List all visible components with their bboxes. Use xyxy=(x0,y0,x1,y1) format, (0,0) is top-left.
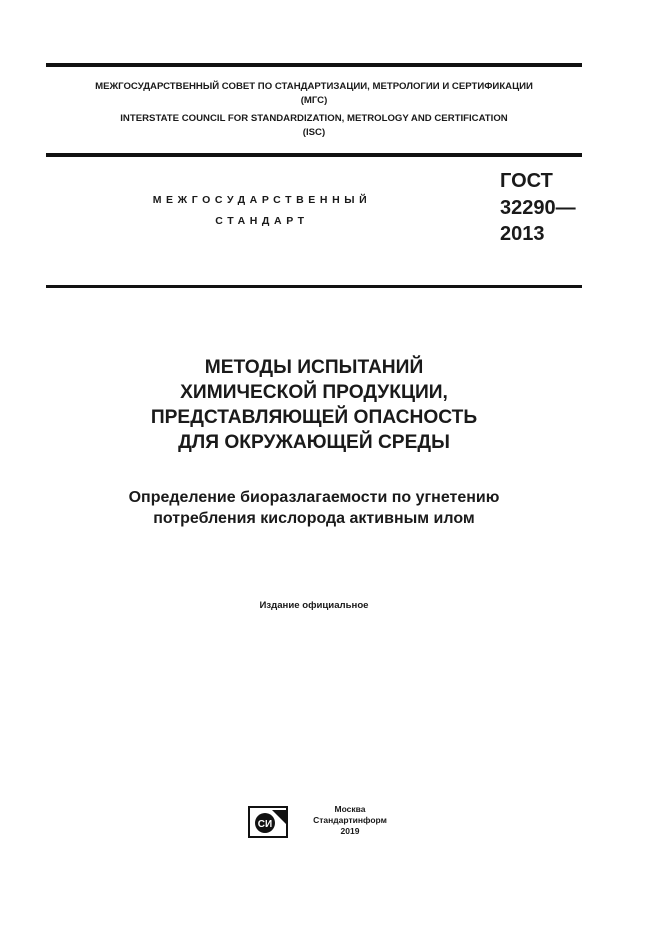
standard-type-line1: МЕЖГОСУДАРСТВЕННЫЙ xyxy=(152,194,372,206)
council-header xyxy=(46,80,582,139)
subtitle-line: Определение биоразлагаемости по угнетению xyxy=(128,489,500,506)
publisher-city: Москва xyxy=(334,804,366,814)
standard-designation xyxy=(500,168,576,248)
publisher-name: Стандартинформ xyxy=(313,815,387,826)
designation-bottom-rule xyxy=(46,285,582,288)
logo-letters: СИ xyxy=(257,819,273,830)
title-line: ДЛЯ ОКРУЖАЮЩЕЙ СРЕДЫ xyxy=(178,432,450,453)
council-name-en: INTERSTATE COUNCIL FOR STANDARDIZATION, METROLOGY AND CERTIFICATION xyxy=(120,113,508,124)
title-line: ПРЕДСТАВЛЯЮЩЕЙ ОПАСНОСТЬ xyxy=(150,407,478,428)
edition-note: Издание официальное xyxy=(259,600,369,611)
gost-year: 2013 xyxy=(500,223,545,245)
subtitle-line: потребления кислорода активным илом xyxy=(153,510,475,527)
header-bottom-rule xyxy=(46,153,582,157)
publisher-year: 2019 xyxy=(340,826,360,837)
publisher-block xyxy=(300,804,400,838)
council-name-ru: МЕЖГОСУДАРСТВЕННЫЙ СОВЕТ ПО СТАНДАРТИЗАЦИИ, МЕТРОЛОГИИ И СЕРТИФИКАЦИИ xyxy=(95,81,533,92)
standard-type xyxy=(100,190,424,232)
council-abbr-en: (ISC) xyxy=(302,126,326,138)
document-subtitle xyxy=(46,487,582,529)
title-line: ХИМИЧЕСКОЙ ПРОДУКЦИИ, xyxy=(180,382,448,403)
standartinform-logo-icon xyxy=(248,806,288,838)
gost-label: ГОСТ xyxy=(500,170,553,192)
document-title xyxy=(46,355,582,455)
title-line: МЕТОДЫ ИСПЫТАНИЙ xyxy=(204,357,424,378)
gost-number: 32290— xyxy=(500,196,576,219)
council-abbr-ru: (МГС) xyxy=(300,94,328,106)
top-rule xyxy=(46,63,582,67)
standard-type-line2: СТАНДАРТ xyxy=(215,215,309,227)
